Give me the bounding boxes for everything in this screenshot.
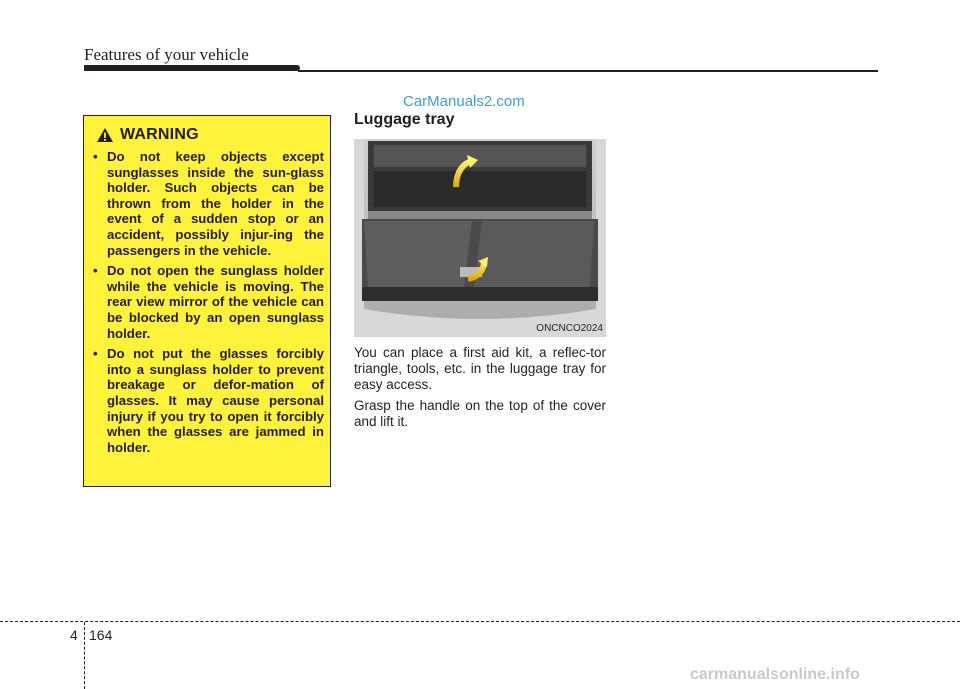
image-code: ONCNCO2024 [536,323,603,334]
chapter-number: 4 [70,627,78,643]
warning-item [93,346,324,455]
warning-item-text: Do not open the sunglass holder while the vehicle is moving. The rear view mirror of the vehicle can be blocked by an open sunglass holder. [107,263,324,341]
section-title: Luggage tray [354,111,455,128]
footer-rule [0,621,960,622]
bullet-icon: • [93,149,98,164]
luggage-tray-photo [354,139,606,337]
warning-title: WARNING [120,126,199,143]
warning-item [93,263,324,341]
warning-box [83,115,331,487]
footer-divider [84,622,85,689]
footer-watermark: carmanualsonline.info [690,666,860,683]
header-bar [84,65,300,71]
warning-triangle-icon [96,127,114,143]
warning-item-text: Do not keep objects except sunglasses inside the sun-glass holder. Such objects can be thrown from the holder in the event of a sudden stop or an accident, possibly injur-ing the passengers in the vehicle. [107,149,324,258]
warning-item-text: Do not put the glasses forcibly into a sunglass holder to prevent breakage or defor-mation of glasses. It may cause personal injury if you try to open it forcibly when the glasses are jammed in holder. [107,346,324,455]
warning-item [93,149,324,258]
warning-header [96,126,199,144]
luggage-tray-illustration [354,139,606,337]
watermark-link[interactable]: CarManuals2.com [403,93,525,110]
bullet-icon: • [93,263,98,279]
page-number: 164 [89,627,113,643]
warning-list [93,149,324,460]
body-paragraph: Grasp the handle on the top of the cover and lift it. [354,398,606,429]
bullet-icon: • [93,346,98,362]
header-rule [298,70,878,72]
header-title: Features of your vehicle [84,45,249,64]
body-paragraph: You can place a first aid kit, a reflec-tor triangle, tools, etc. in the luggage tray for easy access. [354,345,606,392]
